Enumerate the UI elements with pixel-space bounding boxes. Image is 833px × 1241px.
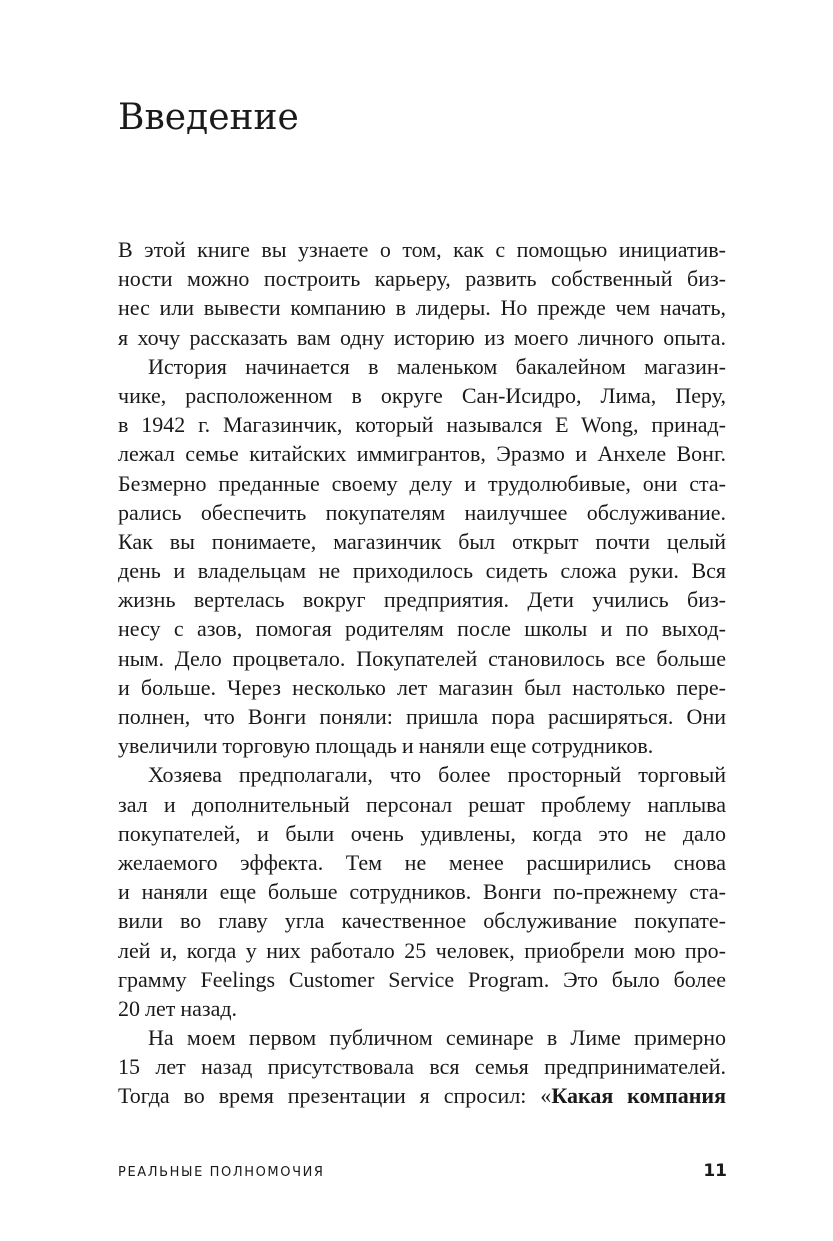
text-line: В этой книге вы узнаете о том, как с помощью инициатив-: [118, 237, 726, 262]
text-line: полнен, что Вонги поняли: пришла пора расширяться. Они: [118, 704, 726, 729]
text-line: жизнь вертелась вокруг предприятия. Дети учились биз-: [118, 587, 726, 613]
text-line: увеличили торговую площадь и наняли еще сотрудников.: [118, 733, 654, 759]
text-line: грамму Feelings Customer Service Program. Это было более: [118, 966, 726, 992]
text-line: в 1942 г. Магазинчик, который назывался E Wong, принад-: [118, 412, 726, 438]
text-line: день и владельцам не приходилось сидеть сложа руки. Вся: [118, 558, 726, 584]
text-line: На моем первом публичном семинаре в Лиме примерно: [148, 1025, 726, 1051]
text-line: чике, расположенном в округе Сан-Исидро, Лима, Перу,: [118, 382, 726, 408]
text-line: лей и, когда у них работало 25 человек, приобрели мою про-: [118, 937, 726, 963]
body-text: [118, 235, 726, 1111]
text-line: покупателей, и были очень удивлены, когда это не дало: [118, 820, 726, 846]
text-line-with-bold: [118, 1081, 726, 1110]
text-line: ным. Дело процветало. Покупателей становилось все больше: [118, 645, 726, 671]
text-line: лежал семье китайских иммигрантов, Эразмо и Анхеле Вонг.: [118, 441, 726, 467]
text-line: и больше. Через несколько лет магазин был настолько пере-: [118, 674, 726, 700]
chapter-title: Введение: [118, 97, 299, 138]
text-line: Безмерно преданные своему делу и трудолюбивые, они ста-: [118, 470, 726, 496]
text-line: ности можно построить карьеру, развить собственный биз-: [118, 266, 726, 292]
text-line: нес или вывести компанию в лидеры. Но прежде чем начать,: [118, 295, 726, 321]
text-line: желаемого эффекта. Тем не менее расширились снова: [118, 849, 726, 875]
text-line: История начинается в маленьком бакалейном магазин-: [148, 353, 726, 379]
text-line: несу с азов, помогая родителям после школы и по выход-: [118, 616, 726, 642]
bold-phrase: Какая компания: [551, 1083, 726, 1109]
text-line: 20 лет назад.: [118, 995, 238, 1021]
text-line: вили во главу угла качественное обслуживание покупате-: [118, 908, 726, 934]
text-line-start: Тогда во время презентации я спросил: «: [118, 1083, 552, 1109]
text-line: 15 лет назад присутствовала вся семья предпринимателей.: [118, 1054, 726, 1080]
running-head: РЕАЛЬНЫЕ ПОЛНОМОЧИЯ: [118, 1165, 325, 1180]
text-line: и наняли еще больше сотрудников. Вонги по-прежнему ста-: [118, 879, 726, 905]
text-line: Как вы понимаете, магазинчик был открыт почти целый: [118, 528, 726, 554]
text-line: рались обеспечить покупателям наилучшее обслуживание.: [118, 499, 726, 525]
page-number: 11: [703, 1161, 727, 1181]
text-line: зал и дополнительный персонал решат проблему наплыва: [118, 791, 726, 817]
text-line: Хозяева предполагали, что более просторный торговый: [148, 762, 726, 788]
text-line: я хочу рассказать вам одну историю из моего личного опыта.: [118, 324, 726, 350]
